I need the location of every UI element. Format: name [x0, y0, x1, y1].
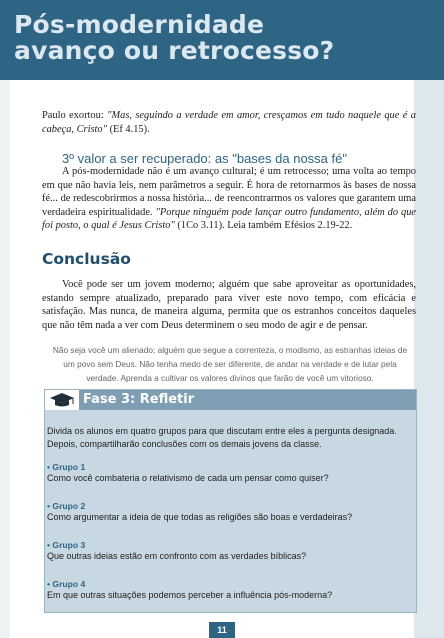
bible-reference: (Ef 4.15). [106, 123, 150, 135]
group-label: • Grupo 4 [47, 579, 86, 589]
paragraph-bases-da-fe [42, 165, 416, 233]
paragraph-text: A pós-modernidade não é um avanço cultural; é um retrocesso; uma volta ao tempo em que não havia leis, nem parâmetros a seguir. É hora de retornarmos às bases de nossa fé... de redescobrirmos a nossa história... de reencontrarmos os valores que garantem uma verdadeira espiritualidade. [42, 166, 416, 218]
closing-note: Não seja você um alienado; alguém que segue a correnteza, o modismo, as estranhas ideias de um povo sem Deus. Não tenha medo de ser diferente, de andar na verdade e de lutar pela verdade. Aprenda a cultivar os valores divinos que farão de você um vitorioso. [52, 345, 408, 383]
group-label: • Grupo 2 [47, 501, 86, 511]
activity-icon-badge [45, 390, 79, 410]
paragraph-paulo-exortou [42, 109, 416, 136]
page-header [0, 0, 444, 80]
group-label: • Grupo 1 [47, 462, 86, 472]
paragraph-intro: Paulo exortou: [42, 110, 108, 121]
activity-box [44, 389, 417, 613]
group-label: • Grupo 3 [47, 540, 86, 550]
bible-quote: "Mas, seguindo a verdade em amor, cresçamos em tudo naquele que é a cabeça, Cristo" [42, 110, 416, 135]
bible-quote: "Porque ninguém pode lançar outro fundamento, além do que foi posto, o qual é Jesus Cristo" [42, 206, 416, 232]
page-title-line-1: Pós-modernidade [14, 10, 265, 39]
group-question: Em que outras situações podemos perceber a influência pós-moderna? [47, 590, 333, 600]
graduation-cap-icon [45, 390, 79, 410]
activity-title: Fase 3: Refletir [83, 392, 195, 407]
section-heading-3: 3º valor a ser recuperado: as "bases da nossa fé" [62, 151, 347, 166]
conclusion-heading: Conclusão [42, 250, 131, 268]
group-question: Como argumentar a ideia de que todas as religiões são boas e verdadeiras? [47, 512, 353, 522]
left-margin-band [0, 80, 10, 638]
page-title-line-2: avanço ou retrocesso? [14, 36, 335, 65]
right-margin-band [414, 80, 444, 638]
activity-box-header [45, 390, 416, 410]
group-question: Que outras ideias estão em confronto com as verdades bíblicas? [47, 551, 307, 561]
page-number: 11 [209, 622, 235, 638]
bible-reference: (1Co 3.11). Leia também Efésios 2.19-22. [174, 220, 353, 232]
group-question: Como você combateria o relativismo de cada um pensar como quiser? [47, 473, 329, 483]
activity-intro: Divida os alunos em quatro grupos para que discutam entre eles a pergunta designada. Depois, compartilharão conclusões com os demais jovens da classe. [47, 426, 397, 449]
paragraph-conclusion: Você pode ser um jovem moderno; alguém que sabe aproveitar as oportunidades, estando sempre atualizado, preparado para viver este novo tempo, com eficácia e satisfação. Mas nunca, de maneira alguma, permita que os estranhos conceitos daqueles que não têm nada a ver com Deus determinem o seu modo de agir e de pensar. [42, 279, 416, 331]
